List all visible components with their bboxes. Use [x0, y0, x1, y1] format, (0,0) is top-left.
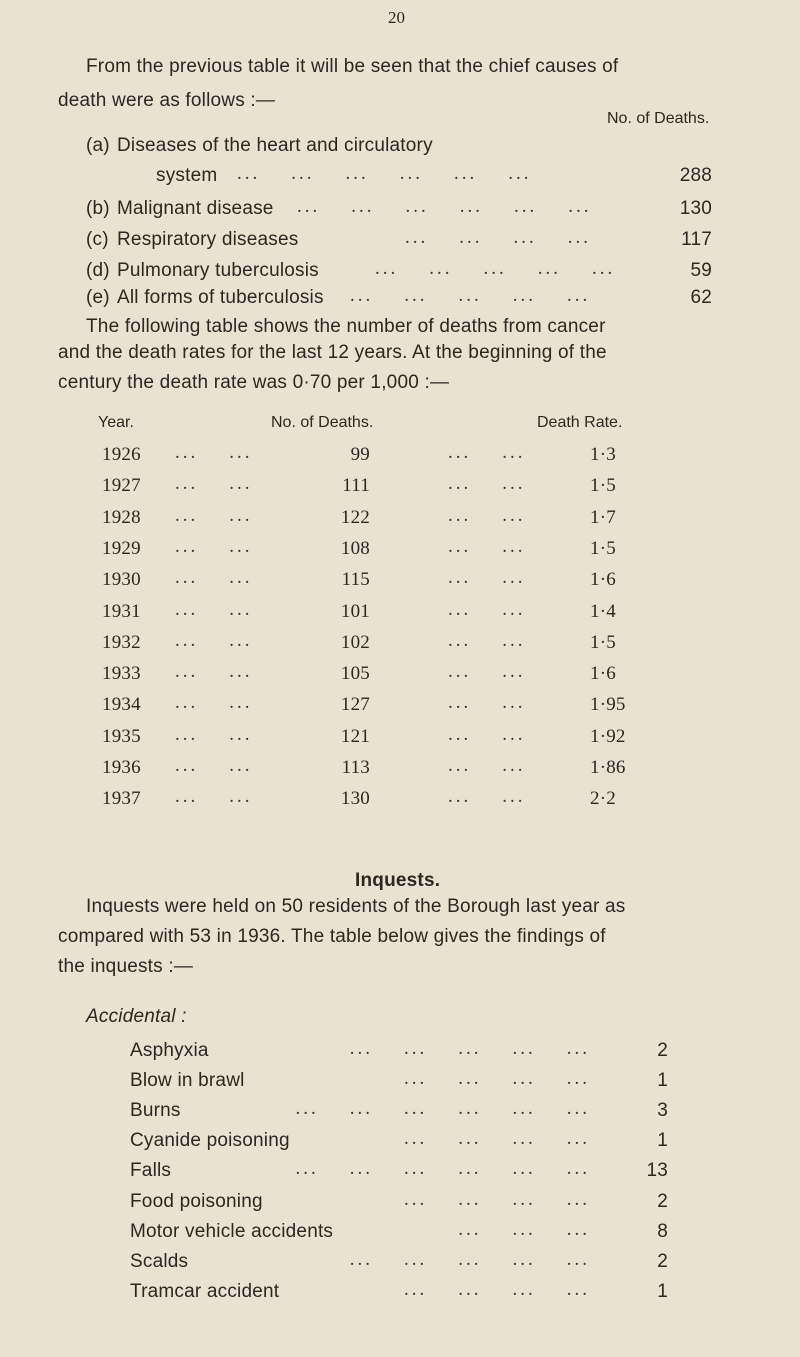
leader-dots: ... ... ... ... — [404, 1189, 590, 1210]
accidental-subheading: Accidental : — [86, 1006, 187, 1027]
cause-value: 62 — [690, 287, 712, 308]
leader-dots: ... ... ... ... ... ... — [297, 196, 592, 217]
year-cell: 1927 — [102, 475, 141, 496]
leader-dots: ... ... — [175, 536, 253, 557]
leader-dots: ... ... ... ... ... — [375, 258, 616, 279]
table-header-deaths: No. of Deaths. — [271, 414, 374, 431]
page-number: 20 — [388, 8, 405, 27]
rate-cell: 1·3 — [590, 444, 616, 465]
leader-dots: ... ... — [448, 661, 526, 682]
cancer-intro-line-3: century the death rate was 0·70 per 1,000 :— — [58, 372, 450, 393]
cause-text: All forms of tuberculosis — [117, 287, 324, 308]
deaths-cell: 122 — [340, 507, 370, 528]
finding-count: 1 — [657, 1281, 668, 1302]
cause-text: Respiratory diseases — [117, 229, 299, 250]
leader-dots: ... ... — [175, 786, 253, 807]
inquests-heading: Inquests. — [355, 870, 441, 891]
finding-label: Scalds — [130, 1251, 189, 1272]
leader-dots: ... ... — [448, 755, 526, 776]
cancer-intro-line-1: The following table shows the number of deaths from cancer — [86, 316, 606, 337]
year-cell: 1933 — [102, 663, 141, 684]
leader-dots: ... ... ... — [458, 1219, 590, 1240]
year-cell: 1930 — [102, 569, 141, 590]
leader-dots: ... ... — [448, 599, 526, 620]
leader-dots: ... ... ... ... — [405, 227, 591, 248]
leader-dots: ... ... — [448, 442, 526, 463]
year-cell: 1935 — [102, 726, 141, 747]
leader-dots: ... ... — [175, 661, 253, 682]
cancer-intro-line-2: and the death rates for the last 12 years. At the beginning of the — [58, 342, 607, 363]
table-header-rate: Death Rate. — [537, 414, 623, 431]
leader-dots: ... ... ... ... ... — [350, 285, 591, 306]
inquests-line-2: compared with 53 in 1936. The table below gives the findings of — [58, 926, 606, 947]
leader-dots: ... ... — [175, 473, 253, 494]
finding-count: 13 — [646, 1160, 668, 1181]
deaths-cell: 121 — [340, 726, 370, 747]
year-cell: 1928 — [102, 507, 141, 528]
rate-cell: 1·95 — [590, 694, 626, 715]
year-cell: 1937 — [102, 788, 141, 809]
leader-dots: ... ... — [175, 567, 253, 588]
rate-cell: 1·6 — [590, 569, 616, 590]
finding-label: Tramcar accident — [130, 1281, 280, 1302]
rate-cell: 1·5 — [590, 632, 616, 653]
leader-dots: ... ... — [175, 599, 253, 620]
year-cell: 1936 — [102, 757, 141, 778]
deaths-cell: 108 — [340, 538, 370, 559]
rate-cell: 2·2 — [590, 788, 616, 809]
cause-text: Diseases of the heart and circulatory — [117, 135, 433, 156]
leader-dots: ... ... ... ... ... — [349, 1249, 590, 1270]
rate-cell: 1·6 — [590, 663, 616, 684]
deaths-cell: 99 — [350, 444, 370, 465]
leader-dots: ... ... — [175, 755, 253, 776]
cause-label: (c) — [86, 229, 109, 250]
leader-dots: ... ... — [175, 505, 253, 526]
deaths-cell: 115 — [341, 569, 370, 590]
finding-count: 8 — [657, 1221, 668, 1242]
leader-dots: ... ... ... ... — [404, 1068, 590, 1089]
deaths-cell: 130 — [340, 788, 370, 809]
leader-dots: ... ... — [448, 724, 526, 745]
cause-value: 288 — [679, 165, 712, 186]
deaths-cell: 127 — [340, 694, 370, 715]
year-cell: 1932 — [102, 632, 141, 653]
intro-line-2: death were as follows :— — [58, 90, 276, 111]
leader-dots: ... ... — [175, 692, 253, 713]
deaths-cell: 111 — [342, 475, 370, 496]
causes-column-header: No. of Deaths. — [607, 110, 710, 127]
cause-label: (e) — [86, 287, 110, 308]
cause-text: Malignant disease — [117, 198, 274, 219]
cause-text: Pulmonary tuberculosis — [117, 260, 319, 281]
year-cell: 1929 — [102, 538, 141, 559]
intro-line-1: From the previous table it will be seen that the chief causes of — [86, 56, 619, 77]
inquests-line-1: Inquests were held on 50 residents of the Borough last year as — [86, 896, 626, 917]
leader-dots: ... ... — [448, 473, 526, 494]
finding-label: Cyanide poisoning — [130, 1130, 290, 1151]
finding-label: Asphyxia — [130, 1040, 209, 1061]
cause-label: (b) — [86, 198, 110, 219]
finding-count: 1 — [657, 1070, 668, 1091]
leader-dots: ... ... — [175, 442, 253, 463]
deaths-cell: 101 — [340, 601, 370, 622]
leader-dots: ... ... ... ... — [404, 1279, 590, 1300]
leader-dots: ... ... — [448, 536, 526, 557]
year-cell: 1934 — [102, 694, 141, 715]
leader-dots: ... ... — [175, 724, 253, 745]
deaths-cell: 102 — [340, 632, 370, 653]
finding-label: Food poisoning — [130, 1191, 263, 1212]
rate-cell: 1·7 — [590, 507, 616, 528]
cause-label: (a) — [86, 135, 110, 156]
finding-label: Motor vehicle accidents — [130, 1221, 334, 1242]
table-header-year: Year. — [98, 414, 134, 431]
cause-text-continued: system — [156, 165, 218, 186]
leader-dots: ... ... — [448, 505, 526, 526]
rate-cell: 1·5 — [590, 475, 616, 496]
finding-count: 1 — [657, 1130, 668, 1151]
leader-dots: ... ... ... ... ... ... — [295, 1098, 590, 1119]
rate-cell: 1·5 — [590, 538, 616, 559]
finding-count: 2 — [657, 1040, 668, 1061]
leader-dots: ... ... — [448, 786, 526, 807]
finding-label: Falls — [130, 1160, 172, 1181]
cause-value: 130 — [679, 198, 712, 219]
finding-label: Burns — [130, 1100, 181, 1121]
leader-dots: ... ... — [448, 567, 526, 588]
finding-count: 2 — [657, 1251, 668, 1272]
finding-label: Blow in brawl — [130, 1070, 245, 1091]
year-cell: 1931 — [102, 601, 141, 622]
deaths-cell: 113 — [341, 757, 370, 778]
leader-dots: ... ... ... ... — [404, 1128, 590, 1149]
leader-dots: ... ... ... ... ... ... — [237, 163, 532, 184]
leader-dots: ... ... — [448, 630, 526, 651]
finding-count: 2 — [657, 1191, 668, 1212]
leader-dots: ... ... — [175, 630, 253, 651]
leader-dots: ... ... ... ... ... ... — [295, 1158, 590, 1179]
leader-dots: ... ... — [448, 692, 526, 713]
cause-value: 117 — [681, 229, 712, 250]
leader-dots: ... ... ... ... ... — [349, 1038, 590, 1059]
inquests-line-3: the inquests :— — [58, 956, 194, 977]
rate-cell: 1·4 — [590, 601, 616, 622]
cause-label: (d) — [86, 260, 110, 281]
finding-count: 3 — [657, 1100, 668, 1121]
deaths-cell: 105 — [340, 663, 370, 684]
rate-cell: 1·86 — [590, 757, 626, 778]
cause-value: 59 — [690, 260, 712, 281]
rate-cell: 1·92 — [590, 726, 626, 747]
year-cell: 1926 — [102, 444, 141, 465]
